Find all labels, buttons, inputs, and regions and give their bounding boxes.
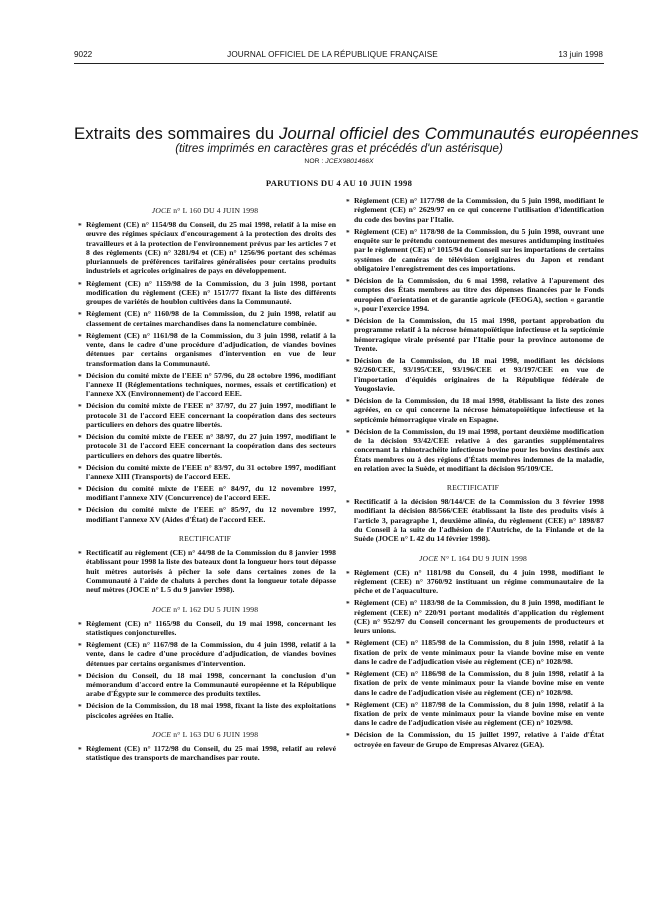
- summary-entry: [342, 638, 604, 666]
- asterisk-icon: *: [78, 619, 82, 629]
- right-column: [342, 196, 604, 752]
- entry-text: Règlement (CE) n° 1187/98 de la Commission, du 8 juin 1998, relatif à la fixation de prix de vente minimaux pour la viande bovine mise en vente dans le cadre de l'adjudication visée au règlement (CE) n° 1029/98.: [354, 699, 604, 728]
- summary-entry: [74, 432, 336, 460]
- section-heading: [342, 554, 604, 563]
- nor-value: JCEX9801466X: [325, 158, 374, 165]
- asterisk-icon: *: [346, 731, 350, 741]
- entry-text: Règlement (CE) n° 1154/98 du Conseil, du 25 mai 1998, relatif à la mise en œuvre des régimes spéciaux d'encouragement à la protection des droits des travailleurs et à la protection de l'environnement prévus par les articles 7 et 8 des règlements (CE) n° 3281/94 et (CE) n° 1256/96 portant des schémas pluriannuels de préférences tarifaires généralisées pour certains produits industriels et agricoles originaires de pays en développement.: [86, 220, 336, 276]
- entry-text: Règlement (CE) n° 1185/98 de la Commission, du 8 juin 1998, relatif à la fixation de prix de vente minimaux pour la viande bovine mise en vente dans le cadre de l'adjudication visée au règlement (CE) n° 1028/98.: [354, 638, 604, 666]
- summary-entry: [342, 427, 604, 473]
- parutions-heading: PARUTIONS DU 4 AU 10 JUIN 1998: [265, 178, 413, 188]
- section-heading: [74, 730, 336, 739]
- section-issue: n° L 163 DU 6 JUIN 1998: [171, 729, 259, 739]
- asterisk-icon: *: [78, 402, 82, 412]
- summary-entry: [342, 356, 604, 393]
- asterisk-icon: *: [78, 506, 82, 516]
- asterisk-icon: *: [346, 498, 350, 508]
- entry-text: Décision de la Commission, du 18 mai 1998, modifiant les décisions 92/260/CEE, 93/195/CEE, 93/196/CEE et 93/197/CEE en vue de l'importation d'équidés originaires de la République fédérale de Yougoslavie.: [354, 355, 604, 393]
- asterisk-icon: *: [78, 702, 82, 712]
- asterisk-icon: *: [346, 276, 350, 286]
- asterisk-icon: *: [78, 310, 82, 320]
- summary-entry: [74, 701, 336, 720]
- summary-entry: [74, 279, 336, 307]
- journal-title: JOURNAL OFFICIEL DE LA RÉPUBLIQUE FRANÇAISE: [227, 50, 438, 59]
- summary-entry: [74, 401, 336, 429]
- asterisk-icon: *: [78, 671, 82, 681]
- asterisk-icon: *: [346, 427, 350, 437]
- page-title: [74, 124, 639, 144]
- asterisk-icon: *: [346, 568, 350, 578]
- entry-text: Décision de la Commission, du 15 juillet 1997, relative à l'aide d'État octroyée en faveur de Grupo de Empresas Alvarez (GEA).: [354, 730, 604, 749]
- entry-text: Décision du comité mixte de l'EEE n° 83/97, du 31 octobre 1997, modifiant l'annexe XIII (Transports) de l'accord EEE.: [86, 462, 336, 481]
- section-issue: RECTIFICATIF: [446, 483, 500, 493]
- summary-entry: [342, 396, 604, 424]
- summary-entry: [342, 276, 604, 313]
- summary-entry: [74, 484, 336, 503]
- entry-text: Décision du comité mixte de l'EEE n° 37/97, du 27 juin 1997, modifiant le protocole 31 de l'accord EEE concernant la coopération dans des secteurs particuliers en dehors des quatre libertés.: [86, 401, 336, 429]
- summary-entry: [342, 196, 604, 224]
- asterisk-icon: *: [346, 700, 350, 710]
- asterisk-icon: *: [346, 599, 350, 609]
- entry-text: Règlement (CE) n° 1165/98 du Conseil, du 19 mai 1998, concernant les statistiques conjoncturelles.: [86, 618, 336, 637]
- asterisk-icon: *: [346, 669, 350, 679]
- entry-text: Règlement (CE) n° 1159/98 de la Commission, du 3 juin 1998, portant modification du règlement (CEE) n° 1517/77 fixant la liste des différents groupes de variétés de houblon cultivées dans la Communauté.: [86, 278, 336, 307]
- summary-entry: [342, 227, 604, 273]
- summary-entry: [342, 568, 604, 596]
- entry-text: Règlement (CE) n° 1186/98 de la Commission, du 8 juin 1998, relatif à la fixation de prix de vente minimaux pour la viande bovine mise en vente dans le cadre de l'adjudication visée au règlement (CE) n° 1028/98.: [354, 668, 604, 697]
- section-heading: [74, 534, 336, 543]
- asterisk-icon: *: [78, 279, 82, 289]
- asterisk-icon: *: [346, 197, 350, 206]
- page-number: 9022: [74, 50, 93, 59]
- section-journal-abbrev: JOCE: [151, 604, 172, 614]
- section-journal-abbrev: JOCE: [418, 553, 439, 563]
- entry-text: Rectificatif au règlement (CE) n° 44/98 de la Commission du 8 janvier 1998 établissant pour 1998 la liste des bateaux dont la longueur hors tout dépasse huit mètres autorisés à pêcher la sole dans certaines zones de la Communauté à l'aide de chaluts à perches dont la longueur totale dépasse neuf mètres (JOCE n° L 5 du 9 janvier 1998).: [86, 548, 336, 595]
- entry-text: Règlement (CE) n° 1183/98 de la Commission, du 8 juin 1998, modifiant le règlement (CEE) n° 220/91 portant modalités d'application du règlement (CE) n° 952/97 du Conseil concernant les groupements de producteurs et leurs unions.: [354, 598, 604, 636]
- section-heading: [74, 605, 336, 614]
- entry-text: Décision de la Commission, du 19 mai 1998, portant deuxième modification de la décision 93/42/CEE relative à des garanties supplémentaires concernant la rhinotrachéite infectieuse bovine pour les bovins destinés aux États membres ou à des régions d'États membres indemnes de la maladie, en relation avec la Suède, et modifiant la décision 95/109/CE.: [354, 426, 604, 473]
- asterisk-icon: *: [78, 331, 82, 341]
- entry-text: Règlement (CE) n° 1178/98 de la Commission, du 5 juin 1998, ouvrant une enquête sur le prétendu contournement des mesures antidumping instituées par le règlement (CE) n° 1015/94 du Conseil sur les importations de certains systèmes de caméras de télévision originaires du Japon et rendant obligatoire l'enregistrement des ces importations.: [354, 226, 604, 273]
- summary-entry: [74, 371, 336, 399]
- summary-entry: [342, 700, 604, 728]
- asterisk-icon: *: [346, 316, 350, 326]
- entry-text: Décision du comité mixte de l'EEE n° 85/97, du 12 novembre 1997, modifiant l'annexe XV (Aides d'État) de l'accord EEE.: [86, 505, 336, 524]
- nor-label: NOR :: [304, 158, 326, 165]
- asterisk-icon: *: [78, 549, 82, 559]
- entry-text: Rectificatif à la décision 98/144/CE de la Commission du 3 février 1998 modifiant la décision 88/566/CEE établissant la liste des produits visés à l'article 3, paragraphe 1, deuxième alinéa, du règlement (CEE) n° 1898/87 du Conseil à la suite de l'adhésion de l'Autriche, de la Finlande et de la Suède (JOCE n° L 42 du 14 février 1998).: [354, 497, 604, 544]
- summary-entry: [74, 220, 336, 276]
- entry-text: Règlement (CE) n° 1172/98 du Conseil, du 25 mai 1998, relatif au relevé statistique des transports de marchandises par route.: [86, 743, 336, 763]
- asterisk-icon: *: [346, 356, 350, 366]
- asterisk-icon: *: [346, 227, 350, 237]
- section-issue: n° L 162 DU 5 JUIN 1998: [171, 604, 259, 614]
- summary-entry: [342, 316, 604, 353]
- asterisk-icon: *: [78, 371, 82, 381]
- summary-entry: [342, 497, 604, 543]
- summary-entry: [74, 671, 336, 699]
- entry-text: Décision de la Commission, du 18 mai 1998, fixant la liste des exploitations piscicoles agréées en Italie.: [86, 701, 336, 720]
- nor-reference: [74, 158, 604, 165]
- summary-entry: [74, 619, 336, 638]
- entry-text: Règlement (CE) n° 1181/98 du Conseil, du 4 juin 1998, modifiant le règlement (CEE) n° 3760/92 instituant un régime communautaire de la pêche et de l'aquaculture.: [354, 567, 604, 596]
- summary-entry: [342, 598, 604, 635]
- entry-text: Décision de la Commission, du 15 mai 1998, portant approbation du programme relatif à la nécrose hématopoïétique infectieuse et la septicémie hémorragique virale présenté par l'Italie pour la province autonome de Trente.: [354, 315, 604, 353]
- page-subtitle: (titres imprimés en caractères gras et précédés d'un astérisque): [175, 142, 503, 155]
- title-prefix: Extraits des sommaires du: [74, 124, 279, 143]
- section-heading: [74, 206, 336, 215]
- entry-text: Règlement (CE) n° 1160/98 de la Commission, du 2 juin 1998, relatif au classement de certaines marchandises dans la nomenclature combinée.: [86, 309, 336, 328]
- running-header: [0, 49, 665, 63]
- asterisk-icon: *: [78, 744, 82, 754]
- title-journal-name: Journal officiel des Communautés européennes: [278, 124, 639, 143]
- section-heading: [342, 483, 604, 492]
- entry-text: Décision du comité mixte de l'EEE n° 38/97, du 27 juin 1997, modifiant le protocole 31 de l'accord EEE concernant la coopération dans des secteurs particuliers en dehors des quatre libertés.: [86, 432, 336, 460]
- left-column: [74, 198, 336, 765]
- entry-text: Décision de la Commission, du 6 mai 1998, relative à l'apurement des comptes des États membres au titre des dépenses financées par le Fonds européen d'orientation et de garantie agricole (FEOGA), section « garantie », pour l'exercice 1994.: [354, 275, 604, 313]
- asterisk-icon: *: [78, 221, 82, 230]
- summary-entry: [74, 548, 336, 594]
- summary-entry: [74, 505, 336, 524]
- summary-entry: [74, 744, 336, 763]
- asterisk-icon: *: [78, 640, 82, 650]
- entry-text: Décision du comité mixte de l'EEE n° 57/96, du 28 octobre 1996, modifiant l'annexe II (Réglementations techniques, normes, essais et certification) et l'annexe XX (Environnement) de l'accord EEE.: [86, 370, 336, 399]
- asterisk-icon: *: [78, 485, 82, 495]
- summary-entry: [74, 309, 336, 328]
- entry-text: Décision de la Commission, du 18 mai 1998, établissant la liste des zones agréées, en ce qui concerne la nécrose hématopoïétique infectieuse et la septicémie hémorragique virale en Espagne.: [354, 395, 604, 424]
- entry-text: Règlement (CE) n° 1161/98 de la Commission, du 3 juin 1998, relatif à la vente, dans le cadre d'une procédure d'adjudication, de viandes bovines détenues par certains organismes d'intervention en vue de leur transformation dans la Communauté.: [86, 330, 336, 368]
- section-issue: RECTIFICATIF: [178, 534, 232, 544]
- asterisk-icon: *: [346, 396, 350, 406]
- entry-text: Décision du Conseil, du 18 mai 1998, concernant la conclusion d'un mémorandum d'accord entre la Communauté européenne et la République arabe d'Égypte sur le commerce des produits textiles.: [86, 670, 336, 699]
- asterisk-icon: *: [78, 433, 82, 443]
- section-issue: N° L 164 DU 9 JUIN 1998: [438, 553, 528, 563]
- summary-entry: [74, 463, 336, 482]
- asterisk-icon: *: [78, 463, 82, 473]
- section-issue: n° L 160 DU 4 JUIN 1998: [171, 206, 259, 215]
- entry-text: Règlement (CE) n° 1177/98 de la Commission, du 5 juin 1998, modifiant le règlement (CE) n° 2629/97 en ce qui concerne l'utilisation d'identification du code des bovins par l'Italie.: [354, 196, 604, 224]
- summary-entry: [74, 331, 336, 368]
- summary-entry: [74, 640, 336, 668]
- issue-date: 13 juin 1998: [558, 50, 603, 59]
- header-rule: [74, 63, 604, 64]
- entry-text: Décision du comité mixte de l'EEE n° 84/97, du 12 novembre 1997, modifiant l'annexe XIV (Concurrence) de l'accord EEE.: [86, 484, 336, 503]
- entry-text: Règlement (CE) n° 1167/98 de la Commission, du 4 juin 1998, relatif à la vente, dans le cadre d'une procédure d'adjudication, de viandes bovines détenues par certains organismes d'intervention.: [86, 639, 336, 668]
- section-journal-abbrev: JOCE: [151, 729, 172, 739]
- summary-entry: [342, 669, 604, 697]
- section-journal-abbrev: JOCE: [151, 206, 172, 215]
- summary-entry: [342, 730, 604, 749]
- asterisk-icon: *: [346, 639, 350, 649]
